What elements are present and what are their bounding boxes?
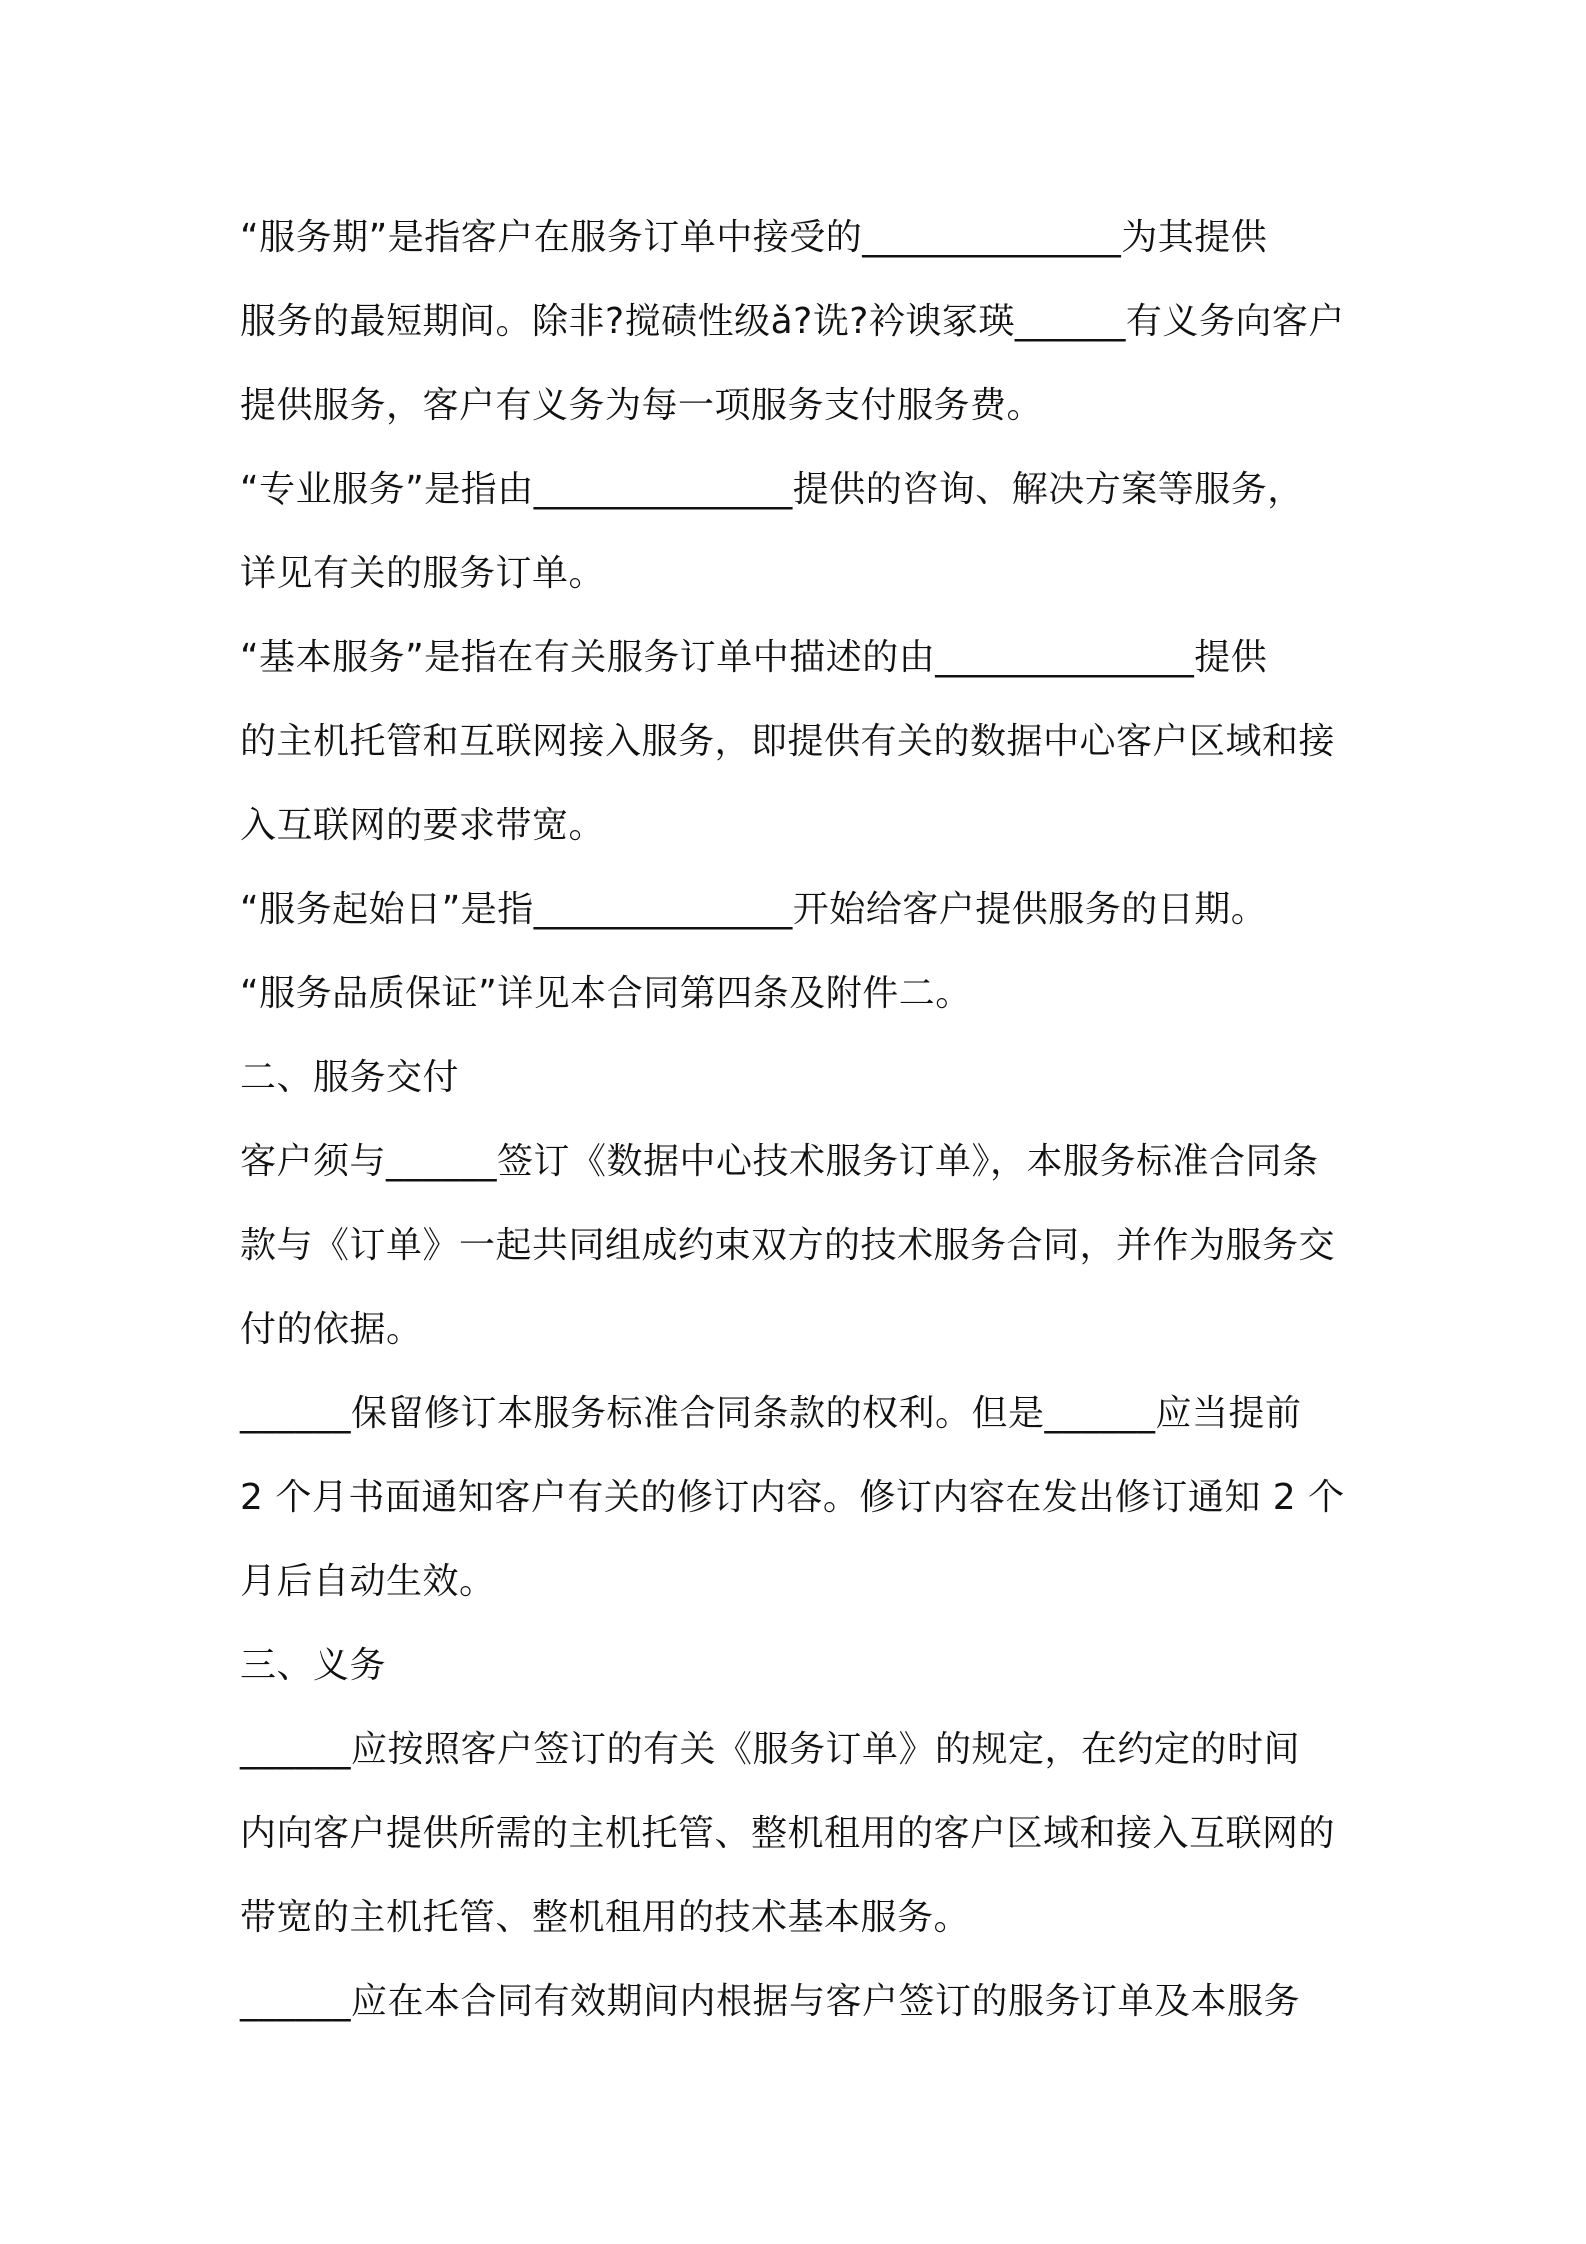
text-line: 内向客户提供所需的主机托管、整机租用的客户区域和接入互联网的 — [240, 1813, 1336, 1854]
text-line: “服务品质保证”详见本合同第四条及附件二。 — [240, 973, 972, 1014]
text-line: 详见有关的服务订单。 — [240, 553, 606, 594]
text-line: 服务的最短期间。除非?搅碛性级ǎ?诜?衿谀冢瑛______有义务向客户 — [240, 301, 1345, 342]
text-line: “服务期”是指客户在服务订单中接受的______________为其提供 — [240, 217, 1268, 258]
text-line: 款与《订单》一起共同组成约束双方的技术服务合同，并作为服务交 — [240, 1225, 1336, 1266]
text-line: 提供服务，客户有义务为每一项服务支付服务费。 — [240, 385, 1044, 426]
text-line: ______应在本合同有效期间内根据与客户签订的服务订单及本服务 — [240, 1981, 1301, 2022]
text-line: 入互联网的要求带宽。 — [240, 805, 606, 846]
text-line: ______应按照客户签订的有关《服务订单》的规定，在约定的时间 — [240, 1729, 1301, 1770]
text-line: 带宽的主机托管、整机租用的技术基本服务。 — [240, 1897, 971, 1938]
text-line: 付的依据。 — [240, 1309, 423, 1350]
document-body — [240, 196, 1360, 2044]
text-line: ______保留修订本服务标准合同条款的权利。但是______应当提前 — [240, 1393, 1302, 1434]
text-line: 客户须与______签订《数据中心技术服务订单》，本服务标准合同条 — [240, 1141, 1319, 1182]
text-line: 的主机托管和互联网接入服务，即提供有关的数据中心客户区域和接 — [240, 721, 1336, 762]
section-heading-obligations: 三、义务 — [240, 1645, 387, 1686]
text-line: “专业服务”是指由______________提供的咨询、解决方案等服务， — [240, 469, 1304, 510]
section-heading-delivery: 二、服务交付 — [240, 1057, 460, 1098]
text-line: “服务起始日”是指______________开始给客户提供服务的日期。 — [240, 889, 1268, 930]
text-line: “基本服务”是指在有关服务订单中描述的由______________提供 — [240, 637, 1268, 678]
text-line: 月后自动生效。 — [240, 1561, 496, 1602]
text-line: 2 个月书面通知客户有关的修订内容。修订内容在发出修订通知 2 个 — [240, 1477, 1345, 1518]
